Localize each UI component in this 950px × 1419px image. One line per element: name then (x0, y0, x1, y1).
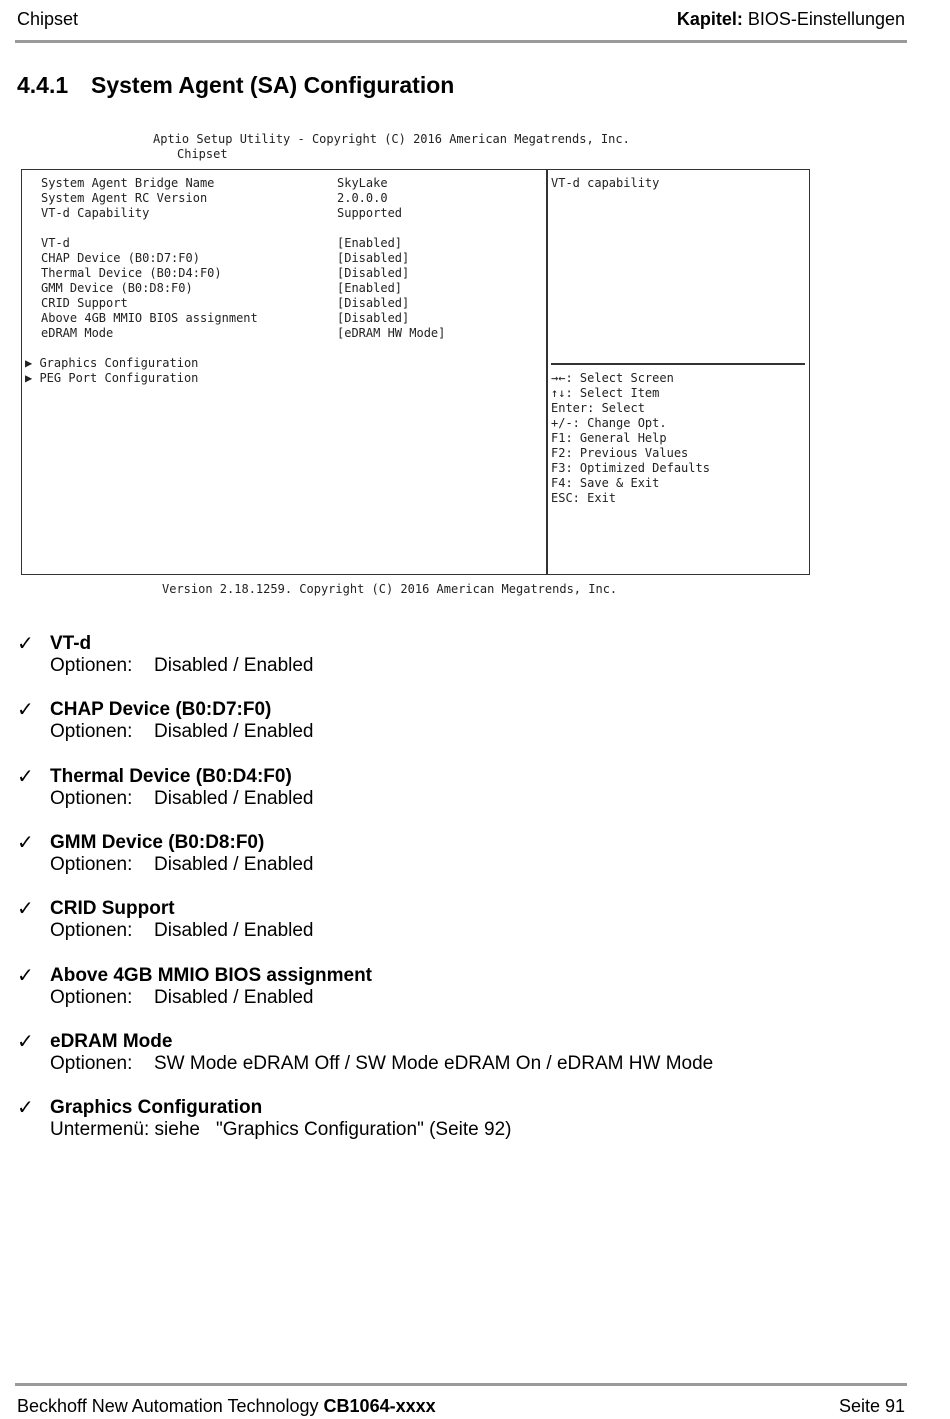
check-icon: ✓ (17, 1097, 34, 1119)
option-label: Optionen: (50, 721, 133, 742)
bios-setting-label[interactable]: Thermal Device (B0:D4:F0) (41, 266, 222, 280)
bios-setting-label: VT-d Capability (41, 206, 150, 220)
header-rule (15, 40, 907, 43)
option-values: Disabled / Enabled (154, 987, 314, 1008)
option-values: Disabled / Enabled (154, 788, 314, 809)
bios-setting-value: Supported (337, 206, 403, 220)
bios-hotkey: Enter: Select (551, 401, 645, 415)
bios-setting-label[interactable]: Above 4GB MMIO BIOS assignment (41, 311, 258, 325)
bios-submenu-peg-port[interactable]: ▶ PEG Port Configuration (25, 371, 199, 385)
bios-setting-label: System Agent Bridge Name (41, 176, 215, 190)
bios-help-text: VT-d capability (551, 176, 660, 190)
bios-setting-value[interactable]: [Disabled] (337, 311, 410, 325)
header-chapter-label: Kapitel: (676, 9, 743, 29)
bios-title: Aptio Setup Utility - Copyright (C) 2016 American Megatrends, Inc. (153, 132, 630, 146)
header-chapter-short: Chipset (17, 9, 79, 29)
option-label: Optionen: (50, 987, 133, 1008)
bios-setting-value[interactable]: [eDRAM HW Mode] (337, 326, 446, 340)
bios-hotkey: F1: General Help (551, 431, 667, 445)
bios-setting-value[interactable]: [Disabled] (337, 266, 410, 280)
option-label: Untermenü: siehe (50, 1119, 200, 1140)
bios-setting-value[interactable]: [Disabled] (337, 251, 410, 265)
section-number: 4.4.1 (17, 72, 69, 98)
option-title: Thermal Device (B0:D4:F0) (50, 766, 292, 787)
option-title: eDRAM Mode (50, 1031, 173, 1052)
page-number: Seite 91 (838, 1396, 905, 1416)
header-chapter (677, 9, 905, 30)
bios-setting-value[interactable]: [Disabled] (337, 296, 410, 310)
check-icon: ✓ (17, 898, 34, 920)
bios-subtitle: Chipset (177, 147, 228, 161)
option-values: SW Mode eDRAM Off / SW Mode eDRAM On / eDRAM HW Mode (154, 1053, 714, 1074)
option-title: Graphics Configuration (50, 1097, 263, 1118)
option-label: Optionen: (50, 788, 133, 809)
bios-hotkey: F3: Optimized Defaults (551, 461, 710, 475)
bios-setting-value[interactable]: [Enabled] (337, 236, 403, 250)
bios-setting-value[interactable]: [Enabled] (337, 281, 403, 295)
bios-setting-label[interactable]: CRID Support (41, 296, 128, 310)
check-icon: ✓ (17, 832, 34, 854)
option-title: GMM Device (B0:D8:F0) (50, 832, 265, 853)
bios-hotkey: F4: Save & Exit (551, 476, 660, 490)
bios-setting-label[interactable]: GMM Device (B0:D8:F0) (41, 281, 193, 295)
option-values: Disabled / Enabled (154, 854, 314, 875)
bios-setting-value: 2.0.0.0 (337, 191, 388, 205)
section-heading (17, 72, 454, 99)
check-icon: ✓ (17, 766, 34, 788)
option-label: Optionen: (50, 854, 133, 875)
bios-hotkey: ↑↓: Select Item (551, 386, 660, 400)
option-values: Disabled / Enabled (154, 920, 314, 941)
check-icon: ✓ (17, 965, 34, 987)
bios-setting-value: SkyLake (337, 176, 388, 190)
option-title: CHAP Device (B0:D7:F0) (50, 699, 272, 720)
bios-version: Version 2.18.1259. Copyright (C) 2016 American Megatrends, Inc. (162, 582, 618, 596)
bios-setting-label: System Agent RC Version (41, 191, 208, 205)
bios-setting-label[interactable]: eDRAM Mode (41, 326, 114, 340)
bios-divider (546, 169, 548, 575)
check-icon: ✓ (17, 699, 34, 721)
bios-help-rule (551, 363, 805, 365)
bios-submenu-graphics[interactable]: ▶ Graphics Configuration (25, 356, 199, 370)
check-icon: ✓ (17, 1031, 34, 1053)
option-submenu-reference: "Graphics Configuration" (Seite 92) (216, 1119, 512, 1140)
bios-hotkey: ESC: Exit (551, 491, 617, 505)
bios-hotkey: →←: Select Screen (551, 371, 674, 385)
footer-company (17, 1396, 436, 1417)
option-values: Disabled / Enabled (154, 655, 314, 676)
bios-setting-label[interactable]: VT-d (41, 236, 70, 250)
option-title: CRID Support (50, 898, 175, 919)
section-title: System Agent (SA) Configuration (91, 72, 455, 98)
option-label: Optionen: (50, 1053, 133, 1074)
bios-hotkey: F2: Previous Values (551, 446, 689, 460)
footer-product: CB1064-xxxx (323, 1396, 436, 1416)
option-label: Optionen: (50, 920, 133, 941)
option-title: Above 4GB MMIO BIOS assignment (50, 965, 372, 986)
footer-company-name: Beckhoff New Automation Technology (17, 1396, 319, 1416)
option-label: Optionen: (50, 655, 133, 676)
check-icon: ✓ (17, 633, 34, 655)
bios-setting-label[interactable]: CHAP Device (B0:D7:F0) (41, 251, 200, 265)
option-title: VT-d (50, 633, 92, 654)
footer-rule (15, 1383, 907, 1386)
header-chapter-title: BIOS-Einstellungen (747, 9, 905, 29)
option-values: Disabled / Enabled (154, 721, 314, 742)
bios-hotkey: +/-: Change Opt. (551, 416, 667, 430)
